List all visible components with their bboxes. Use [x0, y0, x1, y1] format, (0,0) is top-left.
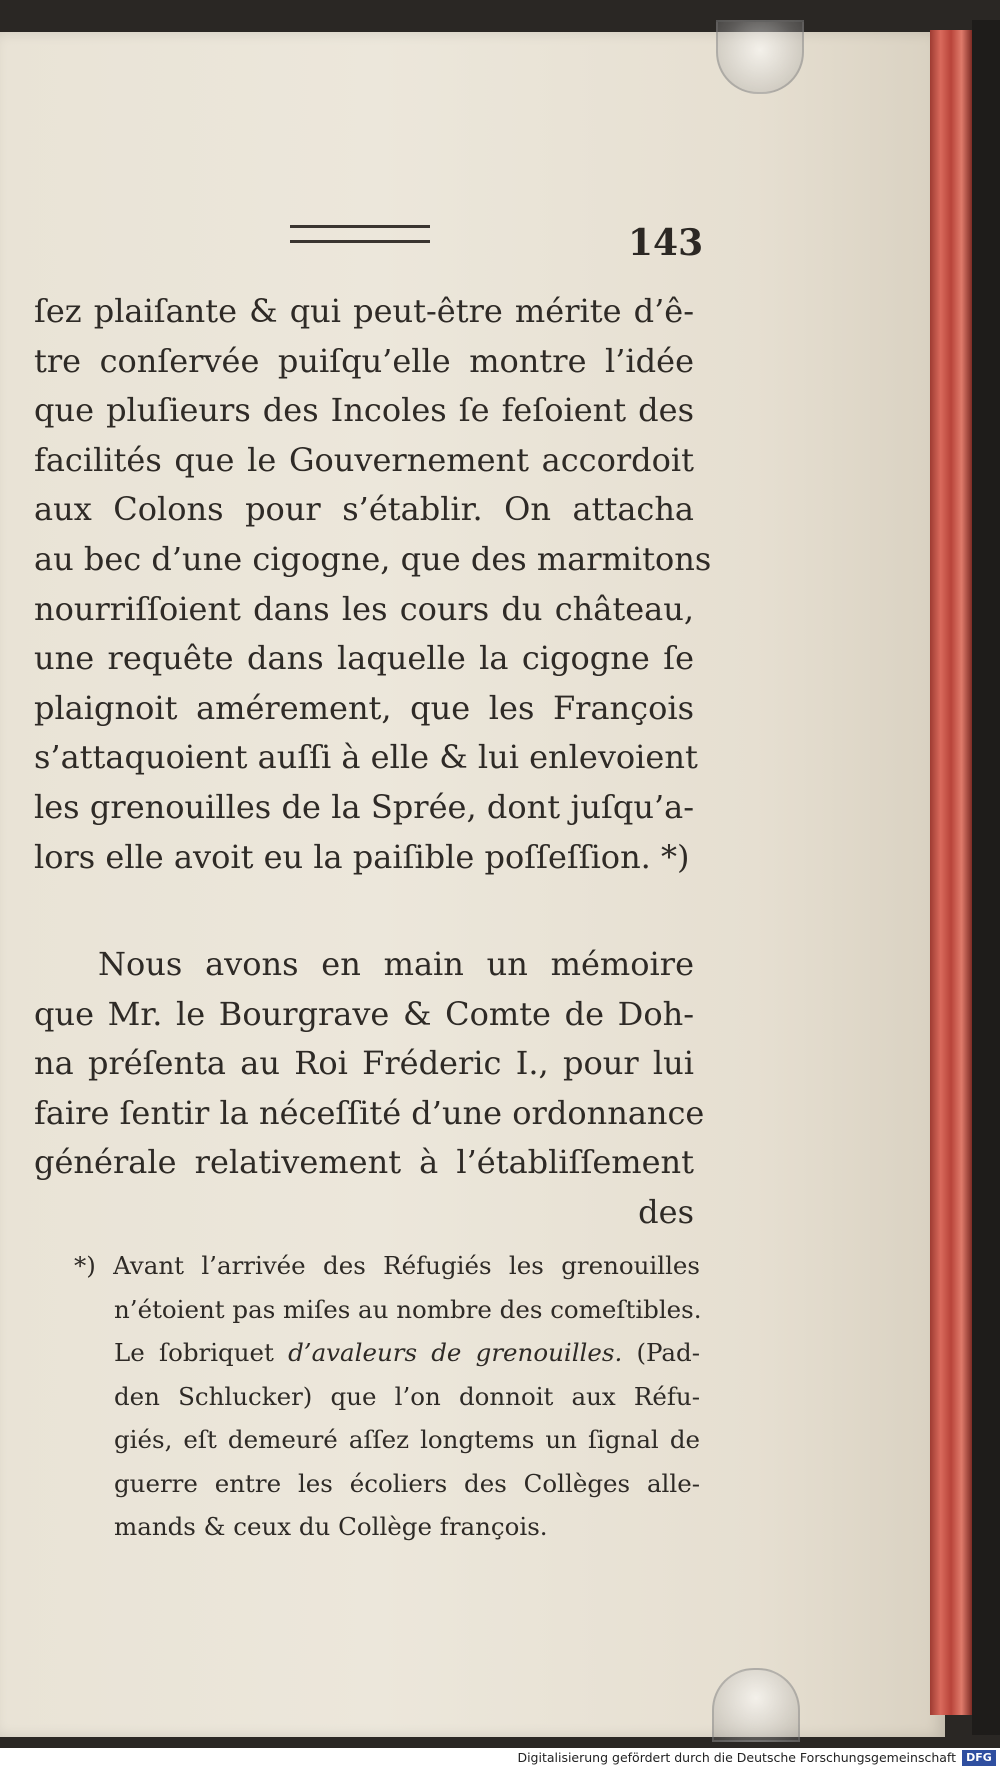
- text-line: tre conſervée puiſqu’elle montre l’idée: [34, 341, 694, 380]
- text-line: plaignoit amérement, que les François: [34, 688, 694, 727]
- text-line: que pluſieurs des Incoles ſe feſoient des: [34, 391, 694, 430]
- text-line: aux Colons pour s’établir. On attacha: [34, 490, 694, 529]
- footnote-line: den Schlucker) que l’on donnoit aux Réfu-: [114, 1381, 700, 1411]
- text-line: facilités que le Gouvernement accordoit: [34, 440, 694, 479]
- text-line: générale relativement à l’établiſſement: [34, 1143, 694, 1181]
- footnote-text: (Pad-: [622, 1338, 700, 1367]
- text-line: na préſenta au Roi Fréderic I., pour lui: [34, 1044, 694, 1082]
- text-line: nourriſſoient dans les cours du château,: [34, 589, 694, 628]
- footnote-line: n’étoient pas miſes au nombre des comeſtibles.: [114, 1294, 702, 1324]
- text-line: faire ſentir la néceſſité d’une ordonnance: [34, 1093, 705, 1132]
- page-number: 143: [628, 222, 704, 264]
- catchword: des: [638, 1192, 694, 1231]
- footnote-text: Le ſobriquet: [114, 1338, 289, 1367]
- text-line: lors elle avoit eu la paiſible poſſeſſion. *): [34, 837, 690, 876]
- header-rule: [290, 225, 430, 243]
- text-line: les grenouilles de la Sprée, dont juſqu’a-: [34, 787, 694, 826]
- footnote-italic-text: d’avaleurs de grenouilles.: [288, 1338, 623, 1367]
- text-line: que Mr. le Bourgrave & Comte de Doh-: [34, 994, 694, 1033]
- glass-clip-bottom: [712, 1668, 800, 1742]
- footer-credit: Digitalisierung gefördert durch die Deutsche Forschungsgemeinschaft: [517, 1750, 956, 1765]
- text-line: s’attaquoient auſſi à elle & lui enlevoient: [34, 738, 698, 777]
- footnote: [74, 1244, 700, 1549]
- footnote-line: mands & ceux du Collège françois.: [114, 1512, 548, 1541]
- book-page: [0, 32, 945, 1737]
- text-line: Nous avons en main un mémoire: [98, 945, 694, 983]
- body-paragraph-1: [34, 287, 712, 882]
- book-cover-edge: [972, 20, 1000, 1735]
- dfg-logo-icon: DFG: [962, 1750, 996, 1766]
- footnote-line: [74, 1331, 700, 1375]
- page-edge-red: [930, 30, 972, 1715]
- footnote-line: guerre entre les écoliers des Collèges alle-: [114, 1468, 700, 1498]
- text-line: une requête dans laquelle la cigogne ſe: [34, 639, 694, 678]
- footer-bar: [0, 1748, 1000, 1769]
- footnote-line: giés, eſt demeuré aſſez longtems un ſignal de: [114, 1425, 700, 1454]
- footnote-line: *) Avant l’arrivée des Réfugiés les grenouilles: [74, 1251, 700, 1280]
- text-line: au bec d’une cigogne, que des marmitons: [34, 539, 712, 578]
- body-paragraph-2: [34, 940, 705, 1237]
- text-line: ſez plaiſante & qui peut-être mérite d’ê-: [34, 292, 694, 330]
